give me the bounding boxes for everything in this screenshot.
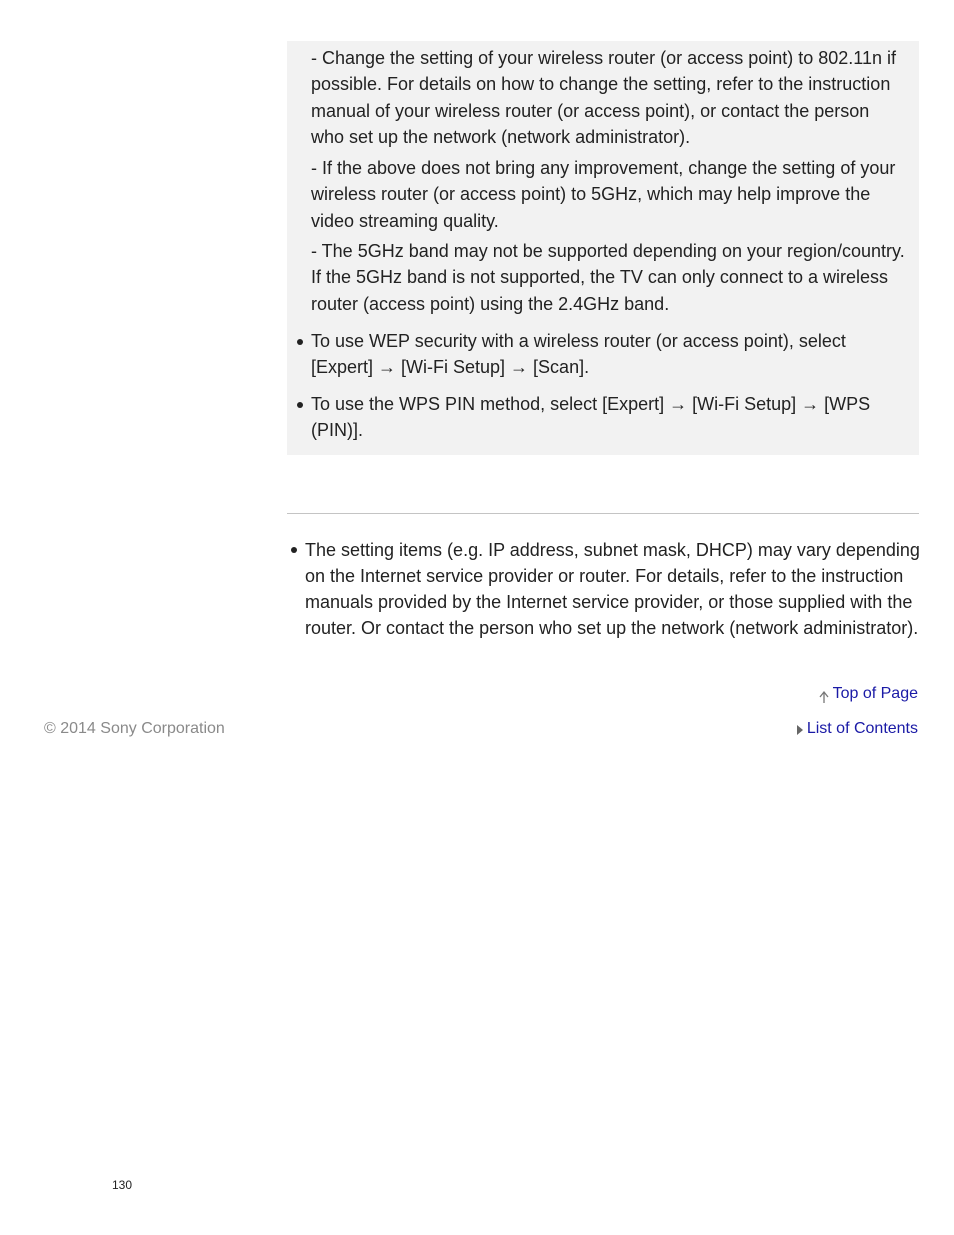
note-paragraph-5ghz-support: - The 5GHz band may not be supported depending on your region/country. If the 5GHz band is not supported, the TV can only connect to a wireless router (access point) using the 2.4GHz band. bbox=[311, 241, 905, 314]
list-of-contents-link[interactable] bbox=[797, 719, 918, 739]
setting-items-text: The setting items (e.g. IP address, subnet mask, DHCP) may vary depending on the Internet service provider or router. For details, refer to the instruction manuals provided by the Internet service provider, or those supplied with the router. Or contact the person who set up the network (network administrator). bbox=[305, 540, 920, 638]
right-triangle-icon bbox=[797, 725, 803, 735]
top-of-page-label[interactable]: Top of Page bbox=[832, 685, 918, 702]
page-number: 130 bbox=[112, 1178, 133, 1192]
section-divider bbox=[287, 513, 919, 514]
top-of-page-link[interactable] bbox=[818, 684, 918, 704]
list-of-contents-label[interactable]: List of Contents bbox=[806, 720, 918, 737]
bullet-icon bbox=[297, 402, 303, 408]
up-arrow-icon bbox=[818, 690, 830, 704]
note-paragraph-80211n: - Change the setting of your wireless router (or access point) to 802.11n if possible. For details on how to change the setting, refer to the instruction manual of your wireless router (or access point), or contact the person who set up the network (network administrator). bbox=[311, 48, 896, 147]
note-paragraph-5ghz: - If the above does not bring any improvement, change the setting of your wireless router (or access point) to 5GHz, which may help improve the video streaming quality. bbox=[311, 158, 896, 231]
bullet-icon bbox=[297, 339, 303, 345]
note-bullet-wps-text: To use the WPS PIN method, select [Expert] → [Wi-Fi Setup] → [WPS (PIN)]. bbox=[311, 394, 871, 441]
setting-items-bullet bbox=[291, 537, 921, 641]
note-bullet-wep-text: To use WEP security with a wireless router (or access point), select [Expert] → [Wi-Fi Setup] → [Scan]. bbox=[311, 331, 846, 378]
copyright: © 2014 Sony Corporation bbox=[44, 720, 225, 737]
bullet-icon bbox=[291, 547, 297, 553]
note-bullet-wep bbox=[297, 328, 897, 381]
note-bullet-wps bbox=[297, 391, 897, 444]
note-box bbox=[287, 41, 919, 455]
